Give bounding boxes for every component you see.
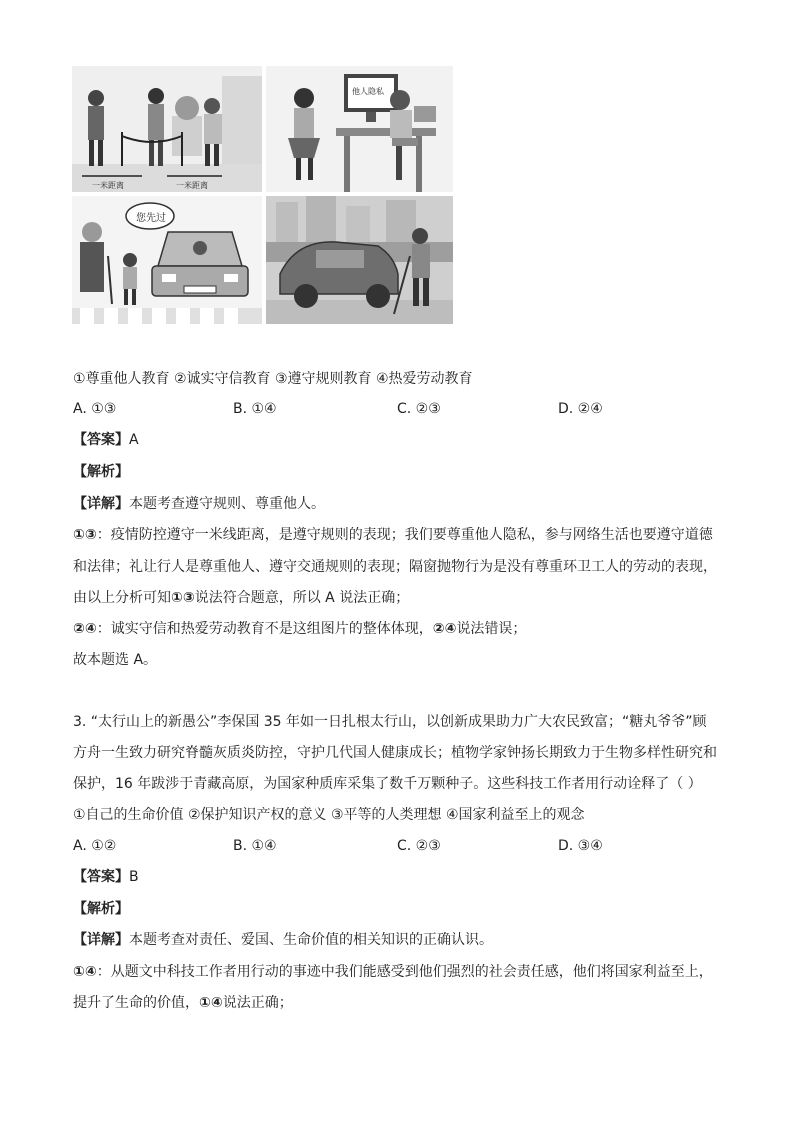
q3-option-c: C. ②③ [397,838,441,854]
explanation-text: 提升了生命的价值， [73,995,199,1011]
distance-label-right: 一米距离 [176,181,208,190]
computer-scene [266,66,453,192]
panel-queue-distance [72,66,262,192]
q3-option-a: A. ①② [73,838,117,854]
q3-analysis-tag: 【解析】 [73,901,129,917]
q2-explanation-3 [73,588,409,608]
detail-text: 本题考查对责任、爱国、生命价值的相关知识的正确认识。 [129,932,493,948]
q3-detail-line [73,930,493,950]
q2-option-d: D. ②④ [558,401,603,417]
panel-yield-pedestrian [72,196,262,324]
q3-explanation-1 [73,962,713,982]
q2-explanation-4 [73,619,526,639]
explanation-text: 由以上分析可知 [73,590,171,606]
explanation-text: 说法符合题意，所以 A 说法正确； [194,590,410,606]
option-marks: ②④ [432,621,457,637]
q3-stem-2: 方舟一生致力研究脊髓灰质炎防控，守护几代国人健康成长；植物学家钟扬长期致力于生物多样性研究和 [73,745,717,761]
distance-label-left: 一米距离 [92,181,124,190]
q2-option-a: A. ①③ [73,401,117,417]
detail-tag: 【详解】 [73,932,129,948]
option-marks: ①③ [73,527,97,543]
explanation-text: ：从题文中科技工作者用行动的事迹中我们能感受到他们强烈的社会责任感，他们将国家利益至上， [96,964,713,980]
panel-littering [266,196,453,324]
q3-stem-1: 3. “太行山上的新愚公”李保国 35 年如一日扎根太行山，以创新成果助力广大农民致富；“糖丸爷爷”顾 [73,714,707,730]
q3-answer-line [73,867,139,887]
q2-answer-line [73,430,139,450]
littering-scene [266,196,453,324]
q2-option-b: B. ①④ [233,401,277,417]
explanation-text: 说法错误； [456,621,527,637]
q2-detail-line [73,494,325,514]
q3-stem-3: 保护，16 年跋涉于青藏高原，为国家种质库采集了数千万颗种子。这些科技工作者用行动诠释了（ ） [73,776,702,792]
option-marks: ①④ [73,964,97,980]
q3-option-b: B. ①④ [233,838,277,854]
detail-text: 本题考查遵守规则、尊重他人。 [129,496,325,512]
speech-bubble-text: 您先过 [136,213,166,224]
explanation-text: ：诚实守信和热爱劳动教育不是这组图片的整体体现， [96,621,433,637]
answer-tag: 【答案】 [73,432,129,448]
explanation-text: 说法正确； [222,995,293,1011]
panel-computer-privacy [266,66,453,192]
option-marks: ①④ [199,995,223,1011]
q2-conclusion: 故本题选 A。 [73,652,158,668]
q3-explanation-2 [73,993,293,1013]
option-marks: ②④ [73,621,97,637]
q3-option-d: D. ③④ [558,838,603,854]
q2-explanation-2: 和法律；礼让行人是尊重他人、遵守交通规则的表现；隔窗抛物行为是没有尊重环卫工人的劳动的表现， [73,559,717,575]
screen-text: 他人隐私 [352,87,384,96]
option-marks: ①③ [171,590,195,606]
q2-option-c: C. ②③ [397,401,441,417]
crosswalk-scene [72,196,262,324]
q2-choices: ①尊重他人教育 ②诚实守信教育 ③遵守规则教育 ④热爱劳动教育 [73,371,473,387]
explanation-text: ：疫情防控遵守一米线距离，是遵守规则的表现；我们要尊重他人隐私，参与网络生活也要遵守道德 [96,527,713,543]
q2-explanation-1 [73,525,713,545]
detail-tag: 【详解】 [73,496,129,512]
answer-value: B [129,869,139,885]
answer-tag: 【答案】 [73,869,129,885]
answer-value: A [129,432,139,448]
q3-choices: ①自己的生命价值 ②保护知识产权的意义 ③平等的人类理想 ④国家利益至上的观念 [73,807,585,823]
q2-analysis-tag: 【解析】 [73,464,129,480]
queue-scene [72,66,262,192]
